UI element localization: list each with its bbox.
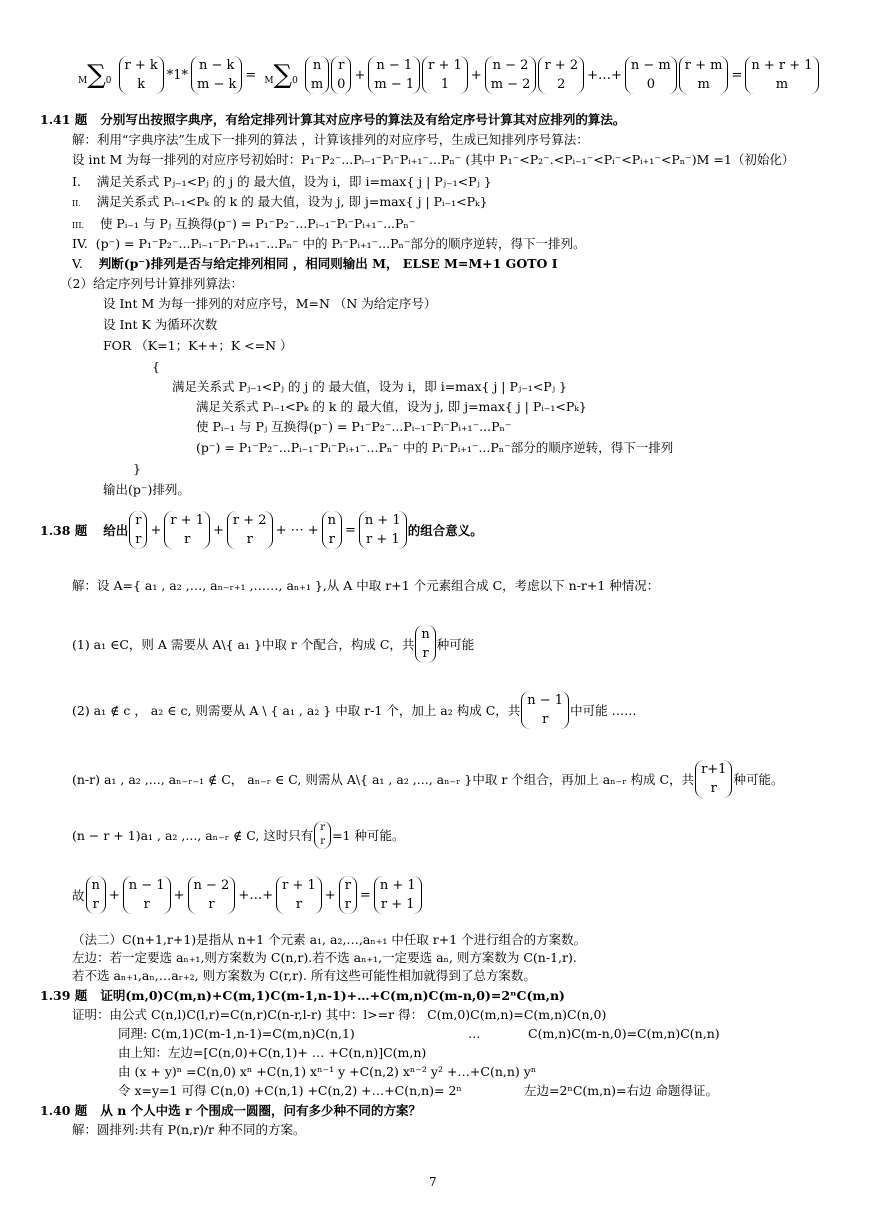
text-line: C(m,n)C(m-n,0)=C(m,n)C(n,n) bbox=[528, 1026, 720, 1041]
subheading: （2）给定序列号计算排列算法： bbox=[60, 276, 243, 291]
text-line: 满足关系式 Pⱼ₋₁<Pⱼ 的 j 的 最大值，设为 i，即 i=max{ j | Pⱼ₋₁<Pⱼ } bbox=[172, 379, 567, 394]
op: + bbox=[470, 67, 482, 83]
text-line: 解：设 A={ a₁ , a₂ ,…, aₙ₋ᵣ₊₁ ,……, aₙ₊₁ },从 A 中取 r+1 个元素组合成 C，考虑以下 n-r+1 种情况： bbox=[72, 578, 660, 593]
problem-1-40-heading: 1.40 题 从 n 个人中选 r 个围成一圆圈，问有多少种不同的方案？ bbox=[40, 1103, 421, 1118]
binom: n − 1 m − 1 bbox=[368, 56, 420, 94]
binom: n − m 0 bbox=[625, 56, 677, 94]
binom: n r bbox=[86, 876, 106, 914]
text-line: 使 Pᵢ₋₁ 与 Pⱼ 互换得(p⁻) = P₁⁻P₂⁻...Pᵢ₋₁⁻Pᵢ⁻Pᵢ₊₁⁻...Pₙ⁻ bbox=[196, 419, 512, 434]
text-line: 输出(p⁻)排列。 bbox=[103, 482, 190, 497]
text-line: 左边：若一定要选 aₙ₊₁,则方案数为 C(n,r).若不选 aₙ₊₁,一定要选 aₙ, 则方案数为 C(n-1,r). bbox=[72, 950, 577, 965]
text-line: 设 Int K 为循环次数 bbox=[103, 317, 218, 332]
binom: n − k m − k bbox=[191, 56, 242, 94]
binom: r + m m bbox=[679, 56, 729, 94]
binom: n + r + 1 m bbox=[745, 56, 818, 94]
top-formula bbox=[72, 52, 820, 98]
text-line: FOR （K=1；K++；K <=N ） bbox=[103, 338, 293, 353]
case-n-r-plus-1: (n − r + 1)a₁ , a₂ ,..., aₙ₋ᵣ ∉ C, 这时只有 r r =1 种可能。 bbox=[72, 822, 405, 847]
text-line: 由上知：左边=[C(n,0)+C(n,1)+ … +C(n,n)]C(m,n) bbox=[118, 1045, 427, 1060]
binom: n m bbox=[305, 56, 329, 94]
step: IV. (p⁻) = P₁⁻P₂⁻...Pᵢ₋₁⁻Pᵢ⁻Pᵢ₊₁⁻...Pₙ⁻ 中的 Pᵢ⁻Pᵢ₊₁⁻...Pₙ⁻部分的顺序逆转，得下一排列。 bbox=[72, 236, 586, 251]
binom: n − 2 r bbox=[188, 876, 236, 914]
conclusion-formula: 故 n r + n − 1 r + n − 2 r +…+ r + 1 r + r r = n + 1 r + 1 bbox=[72, 871, 423, 919]
problem-1-38-heading: 1.38 题 给出 r r + r + 1 r + r + 2 r + ⋯ + n r = n + 1 r + 1 的组合意义。 bbox=[40, 513, 483, 547]
binom: n + 1 r + 1 bbox=[359, 511, 407, 549]
text-line: 解：利用“字典序法”生成下一排列的算法 ，计算该排列的对应序号，生成已知排列序号算法： bbox=[72, 132, 589, 147]
sum-symbol: M∑0 bbox=[78, 60, 112, 90]
op: = bbox=[245, 67, 257, 83]
text-line: 解：圆排列:共有 P(n,r)/r 种不同的方案。 bbox=[72, 1122, 306, 1137]
binom: r + 1 1 bbox=[422, 56, 468, 94]
text-line: { bbox=[152, 359, 160, 374]
binom: n r bbox=[415, 625, 435, 663]
problem-1-41-heading: 1.41 题 分别写出按照字典序，有给定排列计算其对应序号的算法及有给定序号计算其对应排列的算法。 bbox=[40, 112, 626, 127]
op: +…+ bbox=[587, 67, 622, 83]
binom: r+1 r bbox=[695, 760, 732, 798]
step: I. 满足关系式 Pⱼ₋₁<Pⱼ 的 j 的 最大值，设为 i，即 i=max{ j | Pⱼ₋₁<Pⱼ } bbox=[72, 174, 492, 189]
text-line: 若不选 aₙ₊₁,aₙ,…aᵣ₊₂, 则方案数为 C(r,r). 所有这些可能性相加就得到了总方案数。 bbox=[72, 968, 536, 983]
text-line: (p⁻) = P₁⁻P₂⁻...Pᵢ₋₁⁻Pᵢ⁻Pᵢ₊₁⁻...Pₙ⁻ 中的 Pᵢ⁻Pᵢ₊₁⁻...Pₙ⁻部分的顺序逆转，得下一排列 bbox=[196, 440, 674, 455]
op: *1* bbox=[166, 67, 189, 83]
binom: n − 1 r bbox=[521, 691, 569, 729]
text-line: } bbox=[133, 461, 141, 476]
binom: n − 2 m − 2 bbox=[485, 56, 537, 94]
text-line: 证明：由公式 C(n,l)C(l,r)=C(n,r)C(n-r,l-r) 其中：l>=r 得： C(m,0)C(m,n)=C(m,n)C(n,0) bbox=[72, 1007, 607, 1022]
binom: r r bbox=[314, 821, 331, 849]
binom: n r bbox=[322, 511, 342, 549]
binom: r + 2 2 bbox=[538, 56, 584, 94]
binom: r + 2 r bbox=[227, 511, 273, 549]
binom: r + 1 r bbox=[164, 511, 210, 549]
text-line: 令 x=y=1 可得 C(n,0) +C(n,1) +C(n,2) +…+C(n,n)= 2ⁿ bbox=[118, 1083, 462, 1098]
text-line: 设 Int M 为每一排列的对应序号，M=N （N 为给定序号） bbox=[103, 296, 437, 311]
case-1: (1) a₁ ∈C，则 A 需要从 A\{ a₁ }中取 r 个配合，构成 C，共 n r 种可能 bbox=[72, 627, 475, 661]
binom: r r bbox=[339, 876, 357, 914]
binom: r + 1 r bbox=[276, 876, 322, 914]
binom: r + k k bbox=[119, 56, 164, 94]
text-line: 满足关系式 Pᵢ₋₁<Pₖ 的 k 的 最大值，设为 j, 即 j=max{ j | Pᵢ₋₁<Pₖ} bbox=[196, 399, 587, 414]
op: = bbox=[731, 67, 743, 83]
text-line: … bbox=[468, 1026, 481, 1041]
binom: n + 1 r + 1 bbox=[374, 876, 422, 914]
problem-1-39-heading: 1.39 题 证明(m,0)C(m,n)+C(m,1)C(m-1,n-1)+…+C(m,n)C(m-n,0)=2ⁿC(m,n) bbox=[40, 988, 565, 1003]
text-line: 由 (x + y)ⁿ =C(n,0) xⁿ +C(n,1) xⁿ⁻¹ y +C(n,2) xⁿ⁻² y² +…+C(n,n) yⁿ bbox=[118, 1064, 537, 1079]
step: V. 判断(p⁻)排列是否与给定排列相同 ，相同则输出 M， ELSE M=M+1 GOTO I bbox=[72, 256, 558, 271]
op: + bbox=[354, 67, 366, 83]
text-line: 同理: C(m,1)C(m-1,n-1)=C(m,n)C(n,1) bbox=[118, 1026, 355, 1041]
case-2: (2) a₁ ∉ c ， a₂ ∈ c, 则需要从 A \ { a₁ , a₂ } 中取 r-1 个，加上 a₂ 构成 C，共 n − 1 r 中可能 …… bbox=[72, 693, 637, 727]
step: II. 满足关系式 Pᵢ₋₁<Pₖ 的 k 的 最大值，设为 j, 即 j=max{ j | Pᵢ₋₁<Pₖ} bbox=[72, 194, 488, 209]
text-line: 设 int M 为每一排列的对应序号初始时：P₁⁻P₂⁻...Pᵢ₋₁⁻Pᵢ⁻Pᵢ₊₁⁻...Pₙ⁻ (其中 P₁⁻<P₂⁻.<Pᵢ₋₁⁻<Pᵢ⁻<Pᵢ₊₁⁻<Pₙ⁻)M =1（初始化） bbox=[72, 152, 795, 167]
text-line: 左边=2ⁿC(m,n)=右边 命题得证。 bbox=[524, 1083, 718, 1098]
sum-symbol: M∑0 bbox=[264, 60, 298, 90]
binom: r r bbox=[129, 511, 147, 549]
binom: r 0 bbox=[331, 56, 351, 94]
text-line: （法二）C(n+1,r+1)是指从 n+1 个元素 a₁, a₂,…,aₙ₊₁ 中任取 r+1 个进行组合的方案数。 bbox=[72, 932, 587, 947]
binom: n − 1 r bbox=[123, 876, 171, 914]
step: III. 使 Pᵢ₋₁ 与 Pⱼ 互换得(p⁻) = P₁⁻P₂⁻...Pᵢ₋₁⁻Pᵢ⁻Pᵢ₊₁⁻...Pₙ⁻ bbox=[72, 216, 416, 231]
case-n-r: (n-r) a₁ , a₂ ,..., aₙ₋ᵣ₋₁ ∉ C， aₙ₋ᵣ ∈ C, 则需从 A\{ a₁ , a₂ ,..., aₙ₋ᵣ }中取 r 个组合，再加上 aₙ₋ᵣ 构成 C，共 r+1 r 种可能。 bbox=[72, 762, 784, 796]
page-number: 7 bbox=[429, 1175, 437, 1189]
